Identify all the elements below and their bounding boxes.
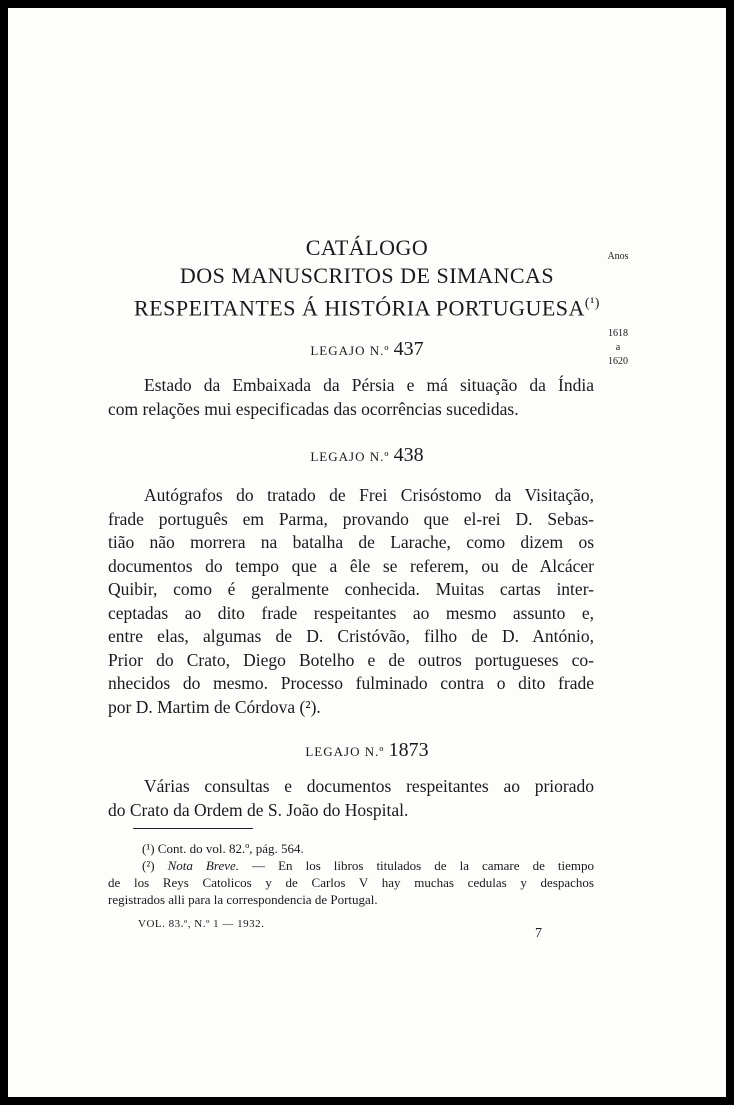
legajo-438-text [108,484,594,719]
footnote-2-line-2: de los Reys Catolicos y de Carlos V hay muchas cedulas y despachos [108,875,594,890]
footnote-1: (¹) Cont. do vol. 82.º, pág. 564. [142,841,304,856]
volume-line: VOL. 83.º, N.º 1 — 1932. [138,918,265,930]
text-line: Estado da Embaixada da Pérsia e má situação da Índia [144,375,594,395]
margin-header: Anos [607,251,629,262]
margin-year-from: 1618 [608,328,628,339]
legajo-number: 1873 [388,739,429,761]
text-line: tião não morrera na batalha de Larache, como dizem os [108,532,594,552]
legajo-heading-1873 [8,739,726,762]
text-line: frade português em Parma, provando que el-rei D. Sebas- [108,508,594,529]
text-line: ceptadas ao dito frade respeitantes ao mesmo assunto e, [108,602,594,623]
footnote-2-rest: — En los libros titulados de la camare de tiempo [239,858,594,873]
footnote-2-line-1 [108,857,594,874]
text-line: Autógrafos do tratado de Frei Crisóstomo da Visitação, [144,485,594,505]
title-line-2: DOS MANUSCRITOS DE SIMANCAS [179,263,555,288]
footnote-divider [133,828,253,829]
legajo-1873-text [108,775,594,822]
legajo-label: LEGAJO N.º [305,744,385,759]
document-page [8,8,726,1097]
text-line: documentos do tempo que a êle se referem, ou de Alcácer [108,555,594,576]
text-line: Várias consultas e documentos respeitantes ao priorado [144,776,594,796]
text-line: entre elas, algumas de D. Cristóvão, filho de D. António, [108,626,594,646]
text-line: nhecidos do mesmo. Processo fulminado contra o dito frade [108,673,594,693]
text-line: por D. Martim de Córdova (²). [108,696,321,717]
margin-year-sep: a [615,342,621,353]
legajo-label: LEGAJO N.º [310,343,390,358]
legajo-label: LEGAJO N.º [310,449,390,464]
legajo-437-text [108,374,594,421]
legajo-heading-438 [8,444,726,467]
text-line: com relações mui especificadas das ocorrências sucedidas. [108,398,519,419]
legajo-heading-437 [8,338,726,361]
text-line: do Crato da Ordem de S. João do Hospital. [108,799,409,820]
legajo-number: 438 [393,444,424,466]
title-line-3-text: RESPEITANTES Á HISTÓRIA PORTUGUESA [134,295,585,321]
title-line-1: CATÁLOGO [305,235,429,260]
title-line-3 [8,290,726,322]
title-footnote-ref: (¹) [584,296,600,311]
footnote-2-mark: (²) [142,858,155,873]
margin-year-to: 1620 [608,356,628,367]
footnotes [108,840,594,908]
footnote-2-italic: Nota Breve. [167,858,240,873]
page-number: 7 [535,926,542,941]
text-line: Prior do Crato, Diego Botelho e de outros portugueses co- [108,649,594,670]
footnote-2-line-3: registrados alli para la correspondencia de Portugal. [108,892,378,907]
text-line: Quibir, como é geralmente conhecida. Muitas cartas inter- [108,579,594,599]
legajo-number: 437 [393,338,424,360]
